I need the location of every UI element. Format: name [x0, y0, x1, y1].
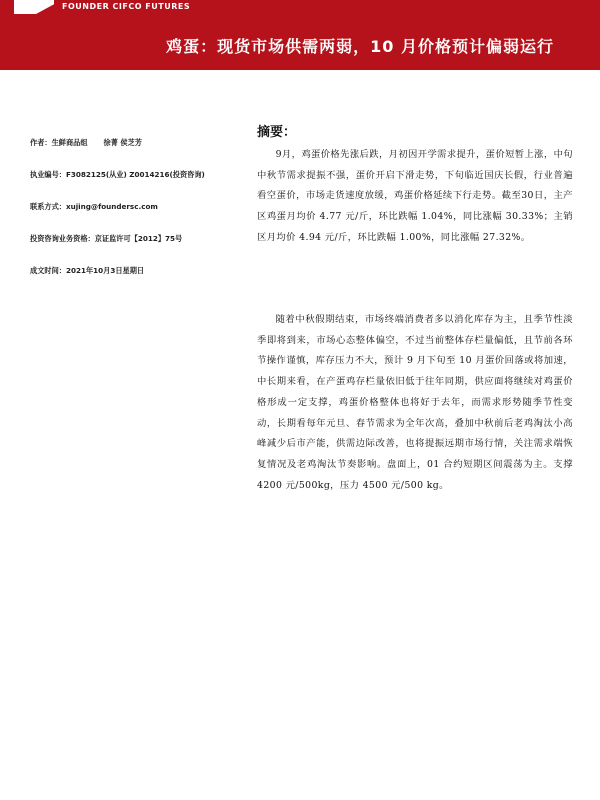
header-band	[0, 0, 600, 70]
license-row: 执业编号：F3082125(从业) Z0014216(投资咨询)	[30, 170, 205, 179]
abstract-heading: 摘要：	[257, 125, 297, 140]
abstract-paragraph-2: 随着中秋假期结束，市场终端消费者多以消化库存为主，且季节性淡季即将到来，市场心态整体偏空，不过当前整体存栏量偏低，且节前各环节操作谨慎，库存压力不大，预计 9 月下旬至 10 月蛋价回落或将加速，中长期来看，在产蛋鸡存栏量依旧低于往年同期，供应面将继续对鸡蛋价格形成一定支撑，鸡蛋价格整体也将好于去年，而需求形势随季节性变动，长期看每年元旦、春节需求为全年次高，叠加中秋前后老鸡淘汰小高峰减少后市产能，供需边际改善，也将提振远期市场行情，关注需求端恢复情况及老鸡淘汰节奏影响。盘面上，01 合约短期区间震荡为主。支撑 4200 元/500kg，压力 4500 元/500 kg。	[257, 314, 573, 491]
logo-icon	[14, 0, 54, 14]
qualification-row: 投资咨询业务资格：京证监许可【2012】75号	[30, 234, 183, 243]
author-row	[30, 138, 142, 148]
date-row: 成文时间：2021年10月3日星期日	[30, 266, 145, 275]
abstract-paragraph-1: 9月，鸡蛋价格先涨后跌，月初因开学需求提升，蛋价短暂上涨，中旬中秋节需求提振不强，蛋价开启下滑走势，下旬临近国庆长假，行业普遍看空蛋价，市场走货速度放缓，鸡蛋价格延续下行走势。截至30日，主产区鸡蛋月均价 4.77 元/斤，环比跌幅 1.04%，同比涨幅 30.33%；主销区月均价 4.94 元/斤，环比跌幅 1.00%，同比涨幅 27.32%。	[257, 149, 573, 243]
author-names: 徐菁 侯芝芳	[103, 138, 142, 147]
contact-row: 联系方式：xujing@foundersc.com	[30, 202, 158, 211]
author-label: 作者：生鲜商品组	[30, 138, 88, 147]
brand-name: FOUNDER CIFCO FUTURES	[62, 2, 191, 11]
report-title: 鸡蛋：现货市场供需两弱，10 月价格预计偏弱运行	[166, 37, 554, 56]
